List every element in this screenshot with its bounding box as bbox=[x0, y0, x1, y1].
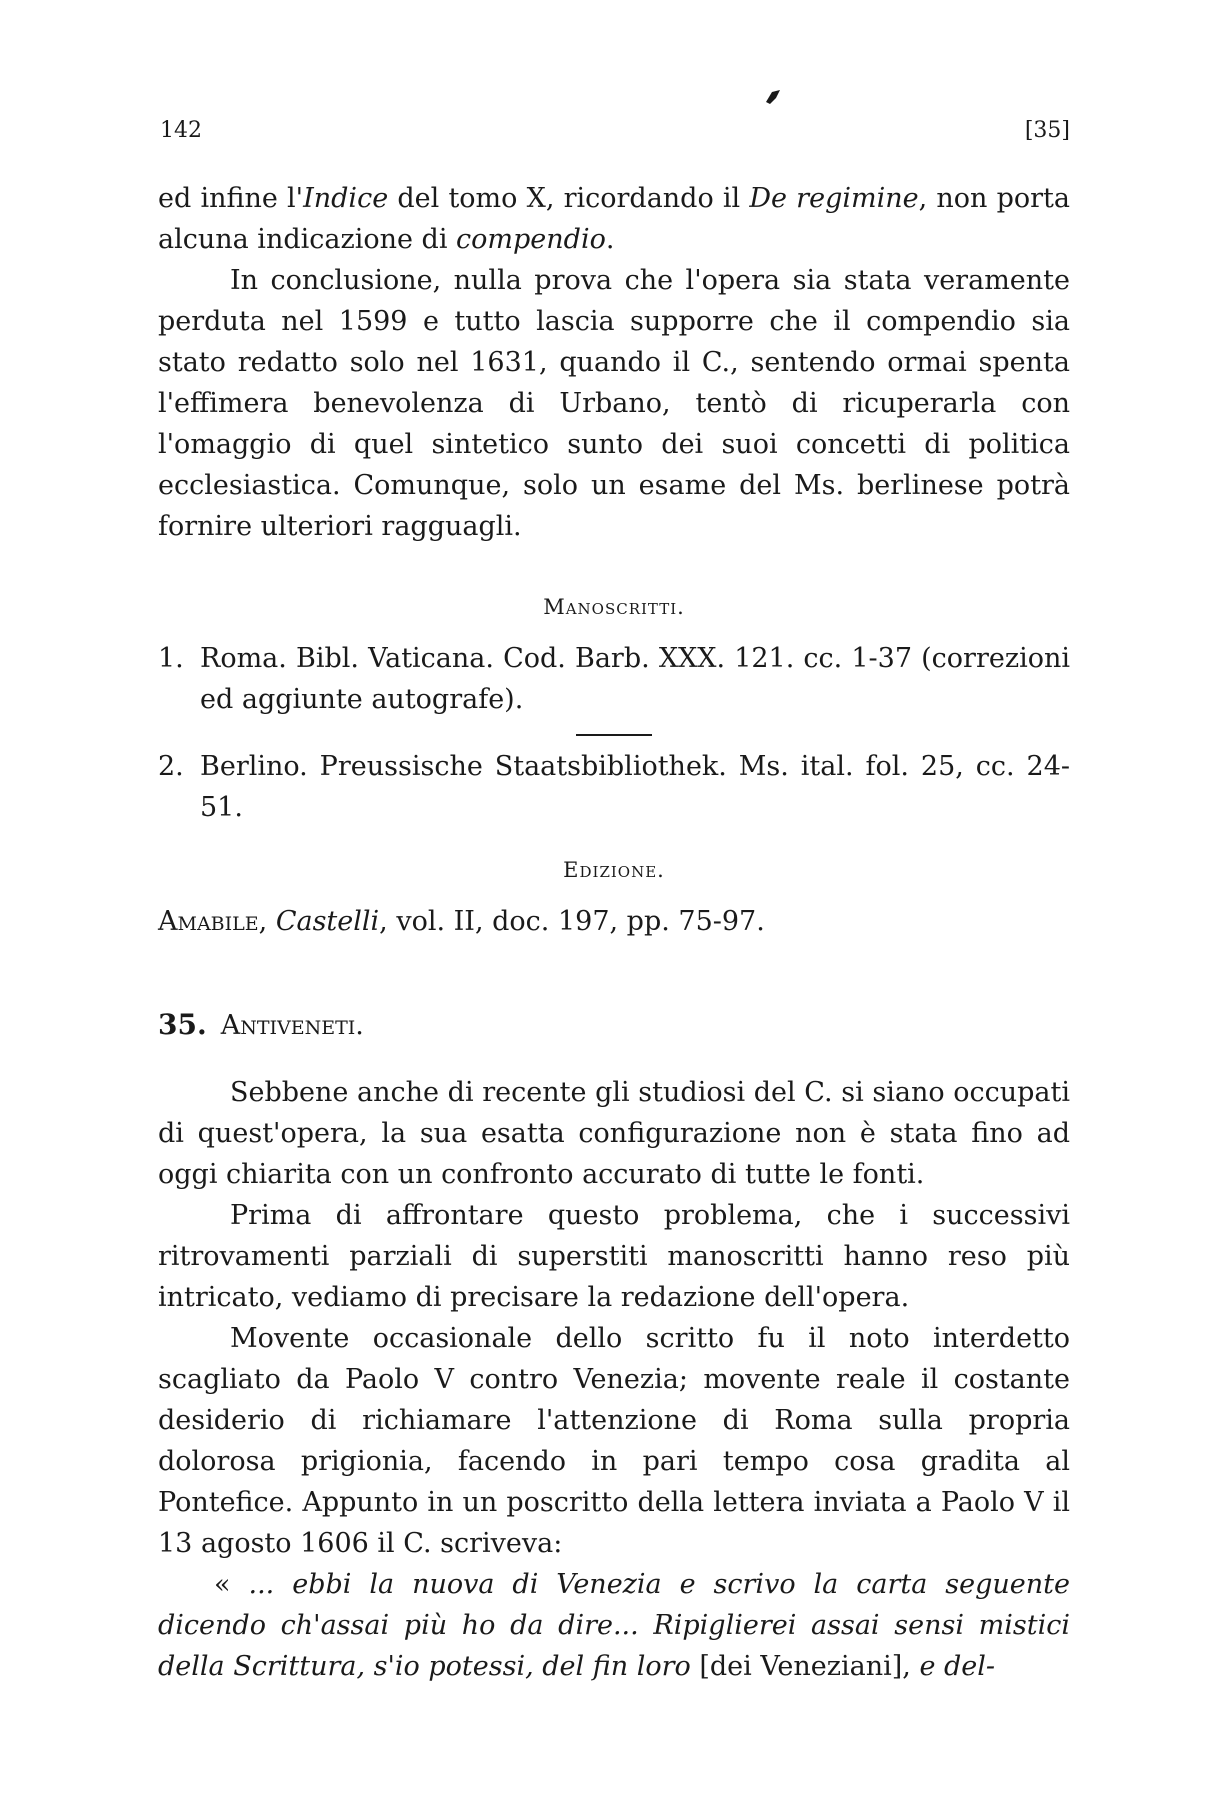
manuscript-item: 1. Roma. Bibl. Vaticana. Cod. Barb. XXX. 121. cc. 1-37 (correzioni ed aggiunte autografe). bbox=[158, 643, 1070, 715]
edizione-heading: Edizione. bbox=[563, 858, 665, 882]
page-number: 142 bbox=[160, 118, 202, 143]
section-reference: [35] bbox=[1024, 118, 1070, 143]
section-number: 35. bbox=[158, 1008, 207, 1041]
quotation: « ... ebbi la nuova di Venezia e scrivo la carta seguente dicendo ch'assai più ho da dire... Ripiglierei assai sensi mistici della Scrittura, s'io potessi, del fin loro [dei Veneziani], e del- bbox=[158, 1569, 1070, 1682]
paragraph: Movente occasionale dello scritto fu il noto interdetto scagliato da Paolo V contro Venezia; movente reale il costante desiderio di richiamare l'attenzione di Roma sulla propria dolorosa prigionia, facendo in pari tempo cosa gradita al Pontefice. Appunto in un poscritto della lettera inviata a Paolo V il 13 agosto 1606 il C. scriveva: bbox=[158, 1323, 1070, 1559]
ink-blot bbox=[764, 88, 782, 106]
paragraph-conclusion: In conclusione, nulla prova che l'opera sia stata veramente perduta nel 1599 e tutto lascia supporre che il compendio sia stato redatto solo nel 1631, quando il C., sentendo ormai spenta l'effimera benevolenza di Urbano, tentò di ricuperarla con l'omaggio di quel sintetico sunto dei suoi concetti di politica ecclesiastica. Comunque, solo un esame del Ms. berlinese potrà fornire ulteriori ragguagli. bbox=[158, 265, 1070, 542]
manoscritti-heading: Manoscritti. bbox=[543, 595, 685, 619]
paragraph: Prima di affrontare questo problema, che i successivi ritrovamenti parziali di superstiti manoscritti hanno reso più intricato, vediamo di precisare la redazione dell'opera. bbox=[158, 1200, 1070, 1313]
running-head bbox=[160, 118, 1070, 143]
paragraph-continuation: ed infine l'Indice del tomo X, ricordando il De regimine, non porta alcuna indicazione di compendio. bbox=[158, 183, 1070, 255]
paragraph: Sebbene anche di recente gli studiosi del C. si siano occupati di quest'opera, la sua esatta configurazione non è stata fino ad oggi chiarita con un confronto accurato di tutte le fonti. bbox=[158, 1077, 1070, 1190]
manuscript-item: 2. Berlino. Preussische Staatsbibliothek. Ms. ital. fol. 25, cc. 24-51. bbox=[158, 751, 1070, 823]
edition-entry: Amabile, Castelli, vol. II, doc. 197, pp. 75-97. bbox=[158, 906, 765, 937]
section-35-heading bbox=[158, 1004, 1070, 1046]
page-body bbox=[158, 178, 1070, 1687]
section-title: Antiveneti. bbox=[220, 1010, 364, 1041]
